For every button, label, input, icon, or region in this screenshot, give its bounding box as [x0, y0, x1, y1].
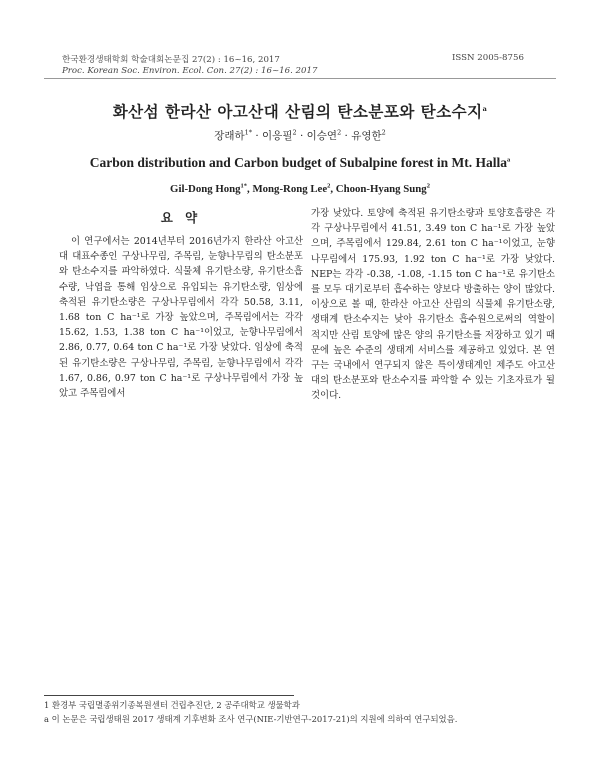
issn-label: ISSN 2005-8756	[452, 53, 524, 63]
korean-author-name: 이응필	[262, 130, 293, 142]
abstract-paragraph-left: 이 연구에서는 2014년부터 2016년가지 한라산 아고산대 대표수종인 구상나무림, 주목림, 눈향나무림의 탄소분포와 탄소수지를 파악하였다. 식물체 유기탄소량, 유기탄소흡수량, 낙엽을 통해 임상으로 유입되는 유기탄소량, 임상에 축적된 유기탄소량은 구상나무림에서 각각 50.58, 3.11, 1.68 ton C ha⁻¹로 가장 높았으며, 주목림에서는 각각 15.62, 1.53, 1.38 ton C ha⁻¹이었고, 눈향나무림에서 2.86, 0.77, 0.64 ton C ha⁻¹로 가장 낮았다. 임상에 축적된 유기탄소량은 구상나무림, 주목림, 눈향나무림에서 각각 1.67, 0.86, 0.97 ton C ha⁻¹로 구상나무림에서 가장 높았고 주목림에서	[59, 236, 303, 400]
korean-author-affiliation-mark: 1*	[244, 128, 253, 137]
title-english	[0, 155, 600, 171]
english-author-name: Mong-Rong Lee	[252, 183, 328, 195]
english-author-affiliation-mark: 1*	[240, 182, 248, 190]
korean-author-name: 이승연	[306, 130, 338, 142]
author-separator: ,	[330, 183, 336, 195]
journal-header-korean: 한국환경생태학회 학술대회논문집 27(2) : 16~16, 2017	[62, 55, 280, 65]
footnote-affiliations: 1 환경부 국립멸종위기종복원센터 건립추진단, 2 공주대학교 생물학과	[44, 700, 300, 710]
korean-author-name: 유영한	[351, 130, 382, 142]
korean-author-affiliation-mark: 2	[292, 128, 297, 137]
abstract-paragraph-right: 가장 낮았다. 토양에 축적된 유기탄소량과 토양호흡량은 각각 구상나무림에서 41.51, 3.49 ton C ha⁻¹로 가장 높았으며, 주목림에서 129.84, 2.61 ton C ha⁻¹이었고, 눈향나무림에서 175.93, 1.92 ton C ha⁻¹로 가장 낮았다. NEP는 각각 -0.38, -1.08, -1.15 ton C ha⁻¹로 유기탄소를 모두 대기로부터 흡수하는 양보다 방출하는 양이 많았다. 이상으로 볼 때, 한라산 아고산 산림의 식물체 유기탄소량, 생태계 탄소수지는 낮아 유기탄소 흡수원으로써의 역할이 적지만 산림 토양에 많은 양의 유기탄소를 저장하고 있기 때문에 높은 수준의 생태계 서비스를 제공하고 있었다. 본 연구는 국내에서 연구되지 않은 특이생태계인 제주도 아고산대의 탄소분포와 탄소수지를 파악할 수 있는 기초자료가 될 것이다.	[311, 208, 555, 402]
author-separator: ·	[341, 130, 352, 142]
author-separator: ,	[247, 183, 253, 195]
title-korean-footnote-mark: a	[482, 104, 488, 113]
author-separator: ·	[296, 130, 307, 142]
footnote-funding: a 이 논문은 국립생태원 2017 생태계 기후변화 조사 연구(NIE-기반연구-2017-21)의 지원에 의하여 연구되었음.	[44, 714, 458, 724]
title-english-text: Carbon distribution and Carbon budget of Subalpine forest in Mt. Halla	[89, 155, 507, 170]
korean-author-affiliation-mark: 2	[337, 128, 342, 137]
header-divider	[44, 78, 556, 79]
abstract-right-column	[311, 206, 555, 404]
korean-author-name: 장래하	[214, 130, 245, 142]
english-author-affiliation-mark: 2	[327, 182, 331, 190]
abstract-left-column	[59, 234, 303, 401]
author-separator: ·	[252, 130, 263, 142]
english-author-name: Choon-Hyang Sung	[335, 183, 427, 195]
korean-author-affiliation-mark: 2	[381, 128, 386, 137]
english-author-affiliation-mark: 2	[426, 182, 430, 190]
authors-korean	[0, 128, 600, 143]
title-korean-text: 화산섬 한라산 아고산대 산림의 탄소분포와 탄소수지	[112, 102, 483, 121]
english-author-name: Gil-Dong Hong	[170, 183, 241, 195]
title-english-footnote-mark: a	[506, 156, 511, 164]
title-korean	[0, 100, 600, 122]
abstract-heading: 요 약	[160, 210, 202, 225]
journal-header-english: Proc. Korean Soc. Environ. Ecol. Con. 27(2) : 16~16. 2017	[62, 66, 318, 76]
authors-english	[0, 183, 600, 195]
footnote-divider	[44, 695, 294, 696]
